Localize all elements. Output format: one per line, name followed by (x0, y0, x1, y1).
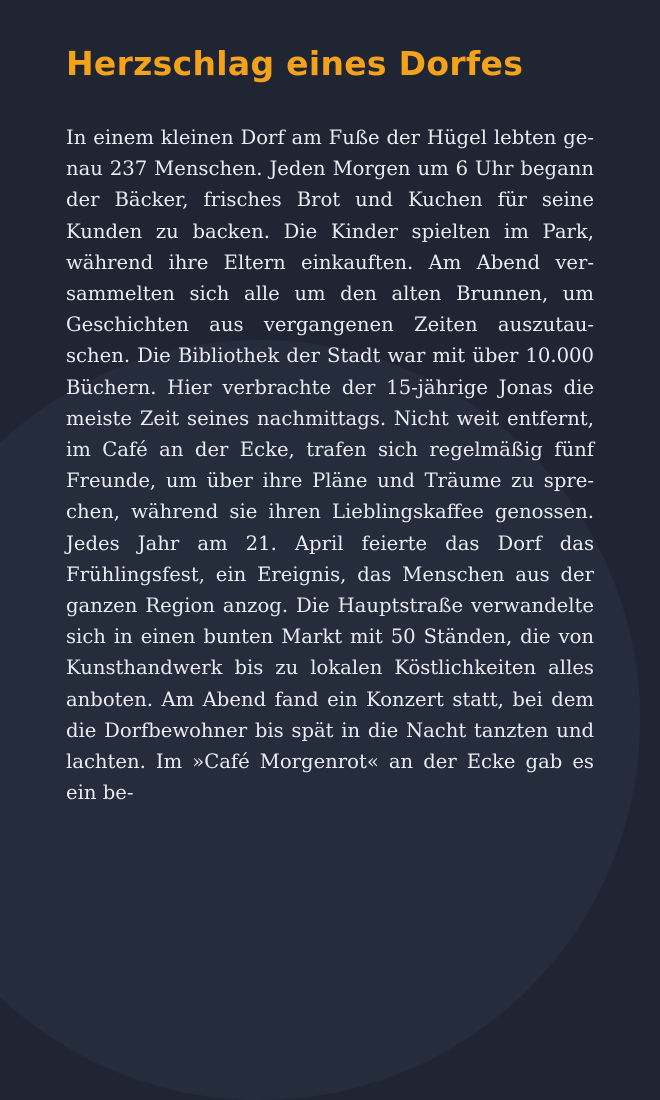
page-title: Herzschlag eines Dorfes (66, 44, 524, 83)
article (66, 34, 594, 808)
body-paragraph: In einem kleinen Dorf am Fuße der Hügel lebten genau 237 Menschen. Jeden Morgen um 6 Uhr begann der Bäcker, frisches Brot und Kuchen für seine Kunden zu backen. Die Kinder spielten im Park, während ihre Eltern einkauften. Am Abend versammelten sich alle um den alten Brunnen, um Geschichten aus vergangenen Zeiten auszutauschen. Die Bibliothek der Stadt war mit über 10.000 Büchern. Hier verbrachte der 15-jährige Jonas die meiste Zeit seines nachmittags. Nicht weit entfernt, im Café an der Ecke, trafen sich regelmäßig fünf Freunde, um über ihre Pläne und Träume zu sprechen, während sie ihren Lieblingskaffee genossen. Jedes Jahr am 21. April feierte das Dorf das Frühlingsfest, ein Ereignis, das Menschen aus der ganzen Region anzog. Die Hauptstraße verwandelte sich in einen bunten Markt mit 50 Ständen, die von Kunsthandwerk bis zu lokalen Köstlichkeiten alles anboten. Am Abend fand ein Konzert statt, bei dem die Dorfbewohner bis spät in die Nacht tanzten und lachten. Im »Café Morgenrot« an der Ecke gab es ein be- (66, 126, 594, 805)
